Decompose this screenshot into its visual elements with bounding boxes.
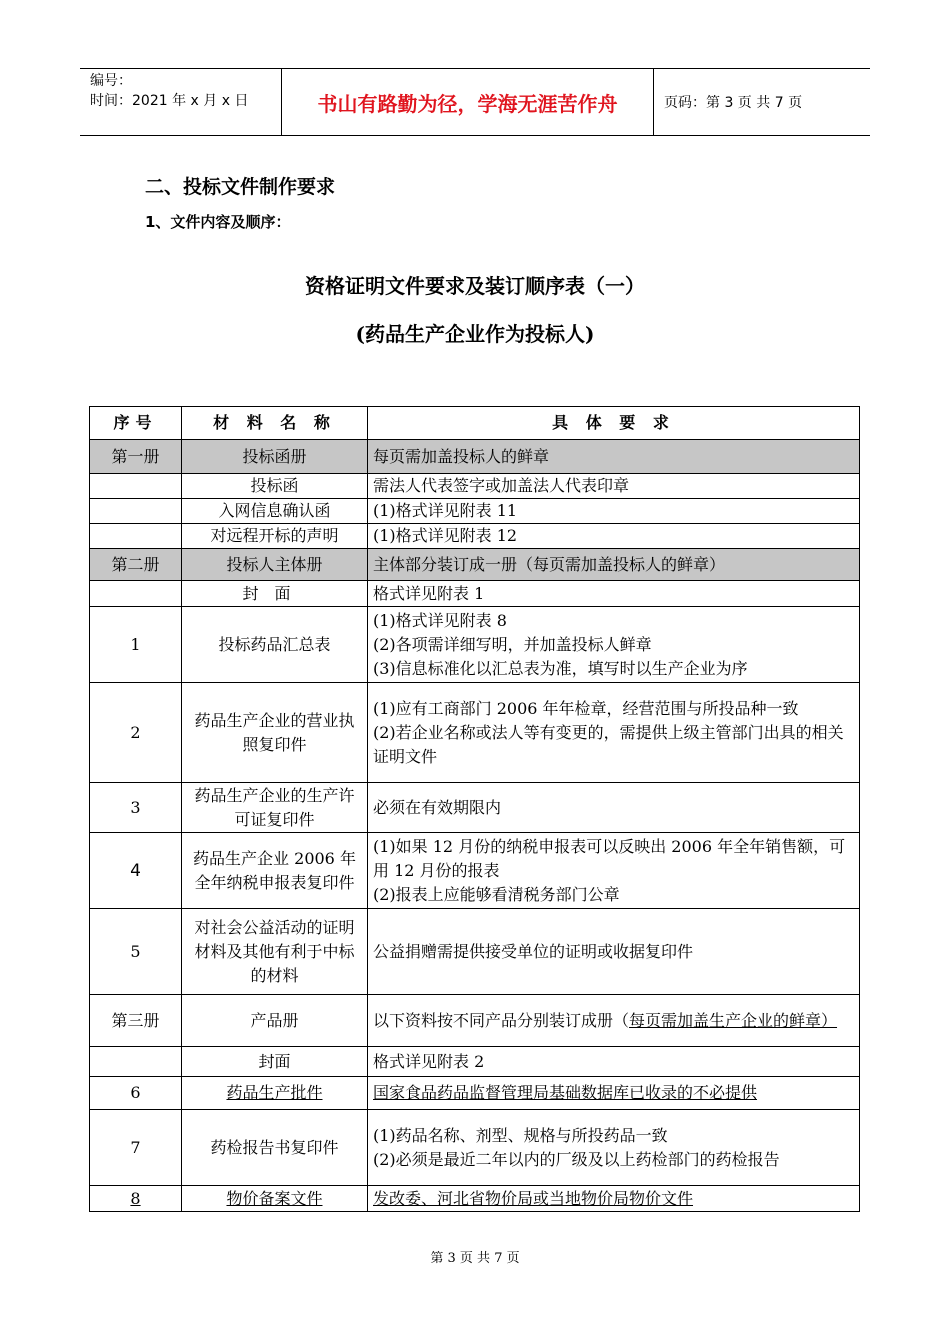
table-row <box>90 1110 860 1186</box>
row-no <box>90 474 182 499</box>
time-label: 时间：2021 年 x 月 x 日 <box>90 93 249 109</box>
row-req <box>368 1110 860 1186</box>
table-row <box>90 607 860 683</box>
row-name: 药品生产企业的营业执照复印件 <box>182 683 368 783</box>
row-req <box>368 995 860 1047</box>
row-no <box>90 499 182 524</box>
row-no: 8 <box>90 1186 182 1212</box>
row-req <box>368 607 860 683</box>
row-name: 药品生产企业 2006 年全年纳税申报表复印件 <box>182 833 368 909</box>
row-req: 发改委、河北省物价局或当地物价局物价文件 <box>368 1186 860 1212</box>
row-no: 6 <box>90 1077 182 1110</box>
req-line: (1)应有工商部门 2006 年年检章，经营范围与所投品种一致 <box>373 698 799 718</box>
table-row <box>90 783 860 833</box>
row-no: 4 <box>90 833 182 909</box>
table-row <box>90 909 860 995</box>
req-line: (1)如果 12 月份的纳税申报表可以反映出 2006 年全年销售额，可用 12 月份的报表 <box>373 836 846 880</box>
row-req: 格式详见附表 1 <box>368 581 860 607</box>
row-req: 格式详见附表 2 <box>368 1047 860 1077</box>
row-req: (1)格式详见附表 12 <box>368 524 860 549</box>
req-underlined: 每页需加盖生产企业的鲜章） <box>629 1010 838 1030</box>
header-name: 材 料 名 称 <box>182 407 368 440</box>
table-row <box>90 524 860 549</box>
row-no: 第一册 <box>90 440 182 474</box>
req-prefix: 以下资料按不同产品分别装订成册（ <box>373 1010 630 1030</box>
header-meta <box>80 69 282 135</box>
table-subtitle: (药品生产企业作为投标人) <box>355 322 595 346</box>
row-no: 1 <box>90 607 182 683</box>
row-name: 封面 <box>182 1047 368 1077</box>
row-name: 药品生产企业的生产许可证复印件 <box>182 783 368 833</box>
row-no: 2 <box>90 683 182 783</box>
req-line: (1)格式详见附表 8 <box>373 610 507 630</box>
requirements-table <box>89 406 860 1212</box>
table-row <box>90 833 860 909</box>
row-name: 药检报告书复印件 <box>182 1110 368 1186</box>
row-name: 产品册 <box>182 995 368 1047</box>
row-no: 第三册 <box>90 995 182 1047</box>
table-row <box>90 1077 860 1110</box>
table-row <box>90 474 860 499</box>
req-line: (2)各项需详细写明，并加盖投标人鲜章 <box>373 634 652 654</box>
row-no: 7 <box>90 1110 182 1186</box>
header-motto: 书山有路勤为径，学海无涯苦作舟 <box>282 69 654 135</box>
row-name: 对远程开标的声明 <box>182 524 368 549</box>
table-row <box>90 683 860 783</box>
row-req: 主体部分装订成一册（每页需加盖投标人的鲜章） <box>368 549 860 581</box>
row-req <box>368 833 860 909</box>
row-name: 投标函册 <box>182 440 368 474</box>
header-no: 序号 <box>90 407 182 440</box>
page-header <box>80 68 870 136</box>
row-name: 投标药品汇总表 <box>182 607 368 683</box>
number-label: 编号： <box>90 73 132 89</box>
section-title: 二、投标文件制作要求 <box>145 176 336 198</box>
row-no <box>90 1047 182 1077</box>
row-name: 药品生产批件 <box>182 1077 368 1110</box>
subsection-title: 1、文件内容及顺序： <box>145 213 291 231</box>
table-title: 资格证明文件要求及装订顺序表（一） <box>305 274 645 298</box>
header-page-label: 页码：第 3 页 共 7 页 <box>664 95 803 111</box>
row-req <box>368 683 860 783</box>
req-line: (1)药品名称、剂型、规格与所投药品一致 <box>373 1125 668 1145</box>
table-row <box>90 499 860 524</box>
row-req: 公益捐赠需提供接受单位的证明或收据复印件 <box>368 909 860 995</box>
row-name: 物价备案文件 <box>182 1186 368 1212</box>
row-name: 对社会公益活动的证明材料及其他有利于中标的材料 <box>182 909 368 995</box>
row-req: 国家食品药品监督管理局基础数据库已收录的不必提供 <box>368 1077 860 1110</box>
row-no <box>90 524 182 549</box>
req-line: (3)信息标准化以汇总表为准，填写时以生产企业为序 <box>373 658 748 678</box>
table-row <box>90 995 860 1047</box>
table-row <box>90 1047 860 1077</box>
req-line: (2)若企业名称或法人等有变更的，需提供上级主管部门出具的相关证明文件 <box>373 722 844 766</box>
row-name: 投标人主体册 <box>182 549 368 581</box>
table-row <box>90 549 860 581</box>
row-no <box>90 581 182 607</box>
row-no: 5 <box>90 909 182 995</box>
row-req: 必须在有效期限内 <box>368 783 860 833</box>
row-no: 第二册 <box>90 549 182 581</box>
table-row <box>90 581 860 607</box>
row-name: 入网信息确认函 <box>182 499 368 524</box>
req-line: (2)报表上应能够看清税务部门公章 <box>373 884 620 904</box>
table-row <box>90 440 860 474</box>
row-req: (1)格式详见附表 11 <box>368 499 860 524</box>
page-footer: 第 3 页 共 7 页 <box>430 1251 520 1266</box>
row-req: 每页需加盖投标人的鲜章 <box>368 440 860 474</box>
req-line: (2)必须是最近二年以内的厂级及以上药检部门的药检报告 <box>373 1149 780 1169</box>
table-header-row <box>90 407 860 440</box>
row-req: 需法人代表签字或加盖法人代表印章 <box>368 474 860 499</box>
row-name: 封面 <box>182 581 368 607</box>
header-requirements: 具 体 要 求 <box>368 407 860 440</box>
row-no: 3 <box>90 783 182 833</box>
row-name: 投标函 <box>182 474 368 499</box>
table-row <box>90 1186 860 1212</box>
